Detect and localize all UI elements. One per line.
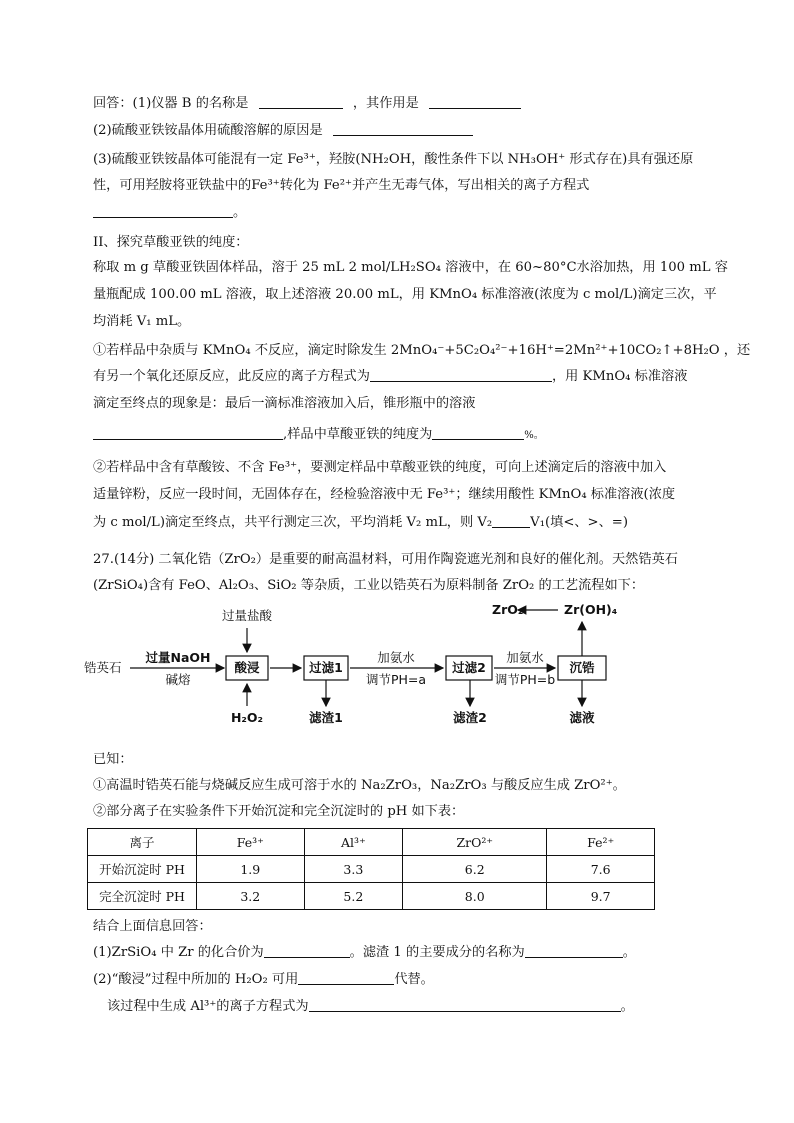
table-cell: 开始沉淀时 PH xyxy=(88,856,197,883)
flow-zr-oh4-label: Zr(OH)₄ xyxy=(564,602,618,617)
answer-blank-endpoint[interactable] xyxy=(93,426,283,440)
answers-text: 。 xyxy=(622,945,636,960)
part2-c2-line1: ②若样品中含有草酸铵、不含 Fe³⁺，要测定样品中草酸亚铁的纯度，可向上述滴定后的溶液中加入 xyxy=(93,460,667,475)
table-cell: 1.9 xyxy=(197,856,305,883)
part2-text: V₁(填<、>、=) xyxy=(530,515,628,530)
q1-line5 xyxy=(93,204,246,222)
flow-box1-label: 酸浸 xyxy=(234,660,260,675)
flow-arrow3-top: 加氨水 xyxy=(377,650,415,665)
table-header-cell: 离子 xyxy=(88,829,197,856)
part2-heading: II、探究草酸亚铁的纯度： xyxy=(93,235,249,250)
flow-box2-label: 过滤1 xyxy=(309,660,343,675)
q1-text: 。 xyxy=(233,205,247,220)
flow-arrow1-top: 过量NaOH xyxy=(145,650,211,665)
flow-arrow4-bottom: 调节PH=b xyxy=(494,672,556,687)
part2-c1-line4 xyxy=(93,426,544,445)
answer-blank-purity[interactable] xyxy=(432,426,524,440)
table-cell: 9.7 xyxy=(547,883,655,910)
answer-blank-function[interactable] xyxy=(429,95,521,109)
flow-arrow1-bottom: 碱熔 xyxy=(165,672,191,687)
table-cell: 3.2 xyxy=(197,883,305,910)
answers-line1 xyxy=(93,944,636,962)
flow-box3-output: 滤渣2 xyxy=(453,710,487,725)
part2-paragraph: 均消耗 V₁ mL。 xyxy=(93,314,191,329)
ph-table xyxy=(87,828,655,910)
answer-blank-compare[interactable] xyxy=(492,514,530,528)
table-cell: 8.0 xyxy=(403,883,547,910)
part2-text: %。 xyxy=(524,430,544,441)
table-header-cell: ZrO²⁺ xyxy=(403,829,547,856)
table-header-row xyxy=(88,829,655,856)
flow-box1-input-top: 过量盐酸 xyxy=(221,608,273,623)
flow-arrow4-top: 加氨水 xyxy=(506,650,544,665)
answers-text: 该过程中生成 Al³⁺的离子方程式为 xyxy=(107,999,309,1014)
q1-text: ，其作用是 xyxy=(352,96,419,111)
part2-paragraph: 称取 m g 草酸亚铁固体样品，溶于 25 mL 2 mol/LH₂SO₄ 溶液中，在 60~80°C水浴加热，用 100 mL 容 xyxy=(93,260,728,275)
answer-blank-redox-equation[interactable] xyxy=(370,368,552,382)
table-cell: 完全沉淀时 PH xyxy=(88,883,197,910)
answer-blank-instrument-name[interactable] xyxy=(259,95,343,109)
q1-line4: 性，可用羟胺将亚铁盐中的Fe³⁺转化为 Fe²⁺并产生无毒气体，写出相关的离子方程式 xyxy=(93,178,590,193)
flow-box1-input-bottom: H₂O₂ xyxy=(230,710,264,725)
table-row xyxy=(88,883,655,910)
answers-text: 。滤渣 1 的主要成分的名称为 xyxy=(349,945,525,960)
q1-line1 xyxy=(93,95,521,113)
process-flow-diagram xyxy=(80,598,660,738)
part2-text: 为 c mol/L)滴定至终点，共平行测定三次，平均消耗 V₂ mL，则 V₂ xyxy=(93,515,493,530)
answers-intro: 结合上面信息回答： xyxy=(93,919,212,934)
table-header-cell: Fe³⁺ xyxy=(197,829,305,856)
table-cell: 6.2 xyxy=(403,856,547,883)
answer-blank-reason[interactable] xyxy=(333,122,473,136)
answers-text: (1)ZrSiO₄ 中 Zr 的化合价为 xyxy=(93,945,264,960)
part2-c1-line1: ①若样品中杂质与 KMnO₄ 不反应，滴定时除发生 2MnO₄⁻+5C₂O₄²⁻+16H⁺=2Mn²⁺+10CO₂↑+8H₂O ，还 xyxy=(93,343,751,358)
flow-box4-output: 滤液 xyxy=(569,710,595,725)
flow-box3-label: 过滤2 xyxy=(452,660,486,675)
flow-arrow3-bottom: 调节PH=a xyxy=(365,672,427,687)
answer-blank-zr-valence[interactable] xyxy=(264,944,350,958)
q1-line3: (3)硫酸亚铁铵晶体可能混有一定 Fe³⁺，羟胺(NH₂OH，酸性条件下以 NH₃OH⁺ 形式存在)具有强还原 xyxy=(93,152,694,167)
answers-text: 。 xyxy=(620,999,634,1014)
flow-box2-output: 滤渣1 xyxy=(309,710,343,725)
table-cell: 3.3 xyxy=(304,856,403,883)
part2-c1-line2 xyxy=(93,368,687,386)
part2-text: ，用 KMnO₄ 标准溶液 xyxy=(551,369,688,384)
q1-text: 回答：(1)仪器 B 的名称是 xyxy=(93,96,249,111)
known-item-2: ②部分离子在实验条件下开始沉淀和完全沉淀时的 pH 如下表： xyxy=(93,804,465,819)
answers-text: (2)“酸浸”过程中所加的 H₂O₂ 可用 xyxy=(93,972,299,987)
answers-line2 xyxy=(93,971,434,989)
flow-zro2-label: ZrO₂ xyxy=(492,602,524,617)
answer-blank-residue1-name[interactable] xyxy=(525,944,623,958)
part2-paragraph: 量瓶配成 100.00 mL 溶液，取上述溶液 20.00 mL，用 KMnO₄ 标准溶液(浓度为 c mol/L)滴定三次，平 xyxy=(93,287,717,302)
table-cell: 5.2 xyxy=(304,883,403,910)
answers-text: 代替。 xyxy=(394,972,434,987)
flow-box4-label: 沉锆 xyxy=(569,660,595,675)
q1-line2 xyxy=(93,122,473,140)
answer-blank-al-ion-equation[interactable] xyxy=(309,998,621,1012)
known-heading: 已知： xyxy=(93,752,133,767)
table-row xyxy=(88,856,655,883)
part2-c2-line3 xyxy=(93,514,628,532)
q1-text: (2)硫酸亚铁铵晶体用硫酸溶解的原因是 xyxy=(93,123,323,138)
flow-start-label: 锆英石 xyxy=(84,660,122,675)
answer-blank-ion-equation[interactable] xyxy=(93,204,233,218)
table-header-cell: Fe²⁺ xyxy=(547,829,655,856)
answers-line3 xyxy=(107,998,634,1016)
table-header-cell: Al³⁺ xyxy=(304,829,403,856)
part2-text: 有另一个氧化还原反应，此反应的离子方程式为 xyxy=(93,369,370,384)
table-cell: 7.6 xyxy=(547,856,655,883)
answer-blank-h2o2-substitute[interactable] xyxy=(298,971,394,985)
q27-line2: (ZrSiO₄)含有 FeO、Al₂O₃、SiO₂ 等杂质，工业以锆英石为原料制备 ZrO₂ 的工艺流程如下： xyxy=(93,578,645,593)
q27-line1: 27.(14分) 二氧化锆（ZrO₂）是重要的耐高温材料，可用作陶瓷遮光剂和良好的催化剂。天然锆英石 xyxy=(93,552,678,567)
part2-c2-line2: 适量锌粉，反应一段时间，无固体存在，经检验溶液中无 Fe³⁺；继续用酸性 KMnO₄ 标准溶液(浓度 xyxy=(93,487,676,502)
part2-c1-line3: 滴定至终点的现象是：最后一滴标准溶液加入后，锥形瓶中的溶液 xyxy=(93,396,476,411)
part2-text: ,样品中草酸亚铁的纯度为 xyxy=(283,427,433,442)
known-item-1: ①高温时锆英石能与烧碱反应生成可溶于水的 Na₂ZrO₃，Na₂ZrO₃ 与酸反应生成 ZrO²⁺。 xyxy=(93,778,626,793)
